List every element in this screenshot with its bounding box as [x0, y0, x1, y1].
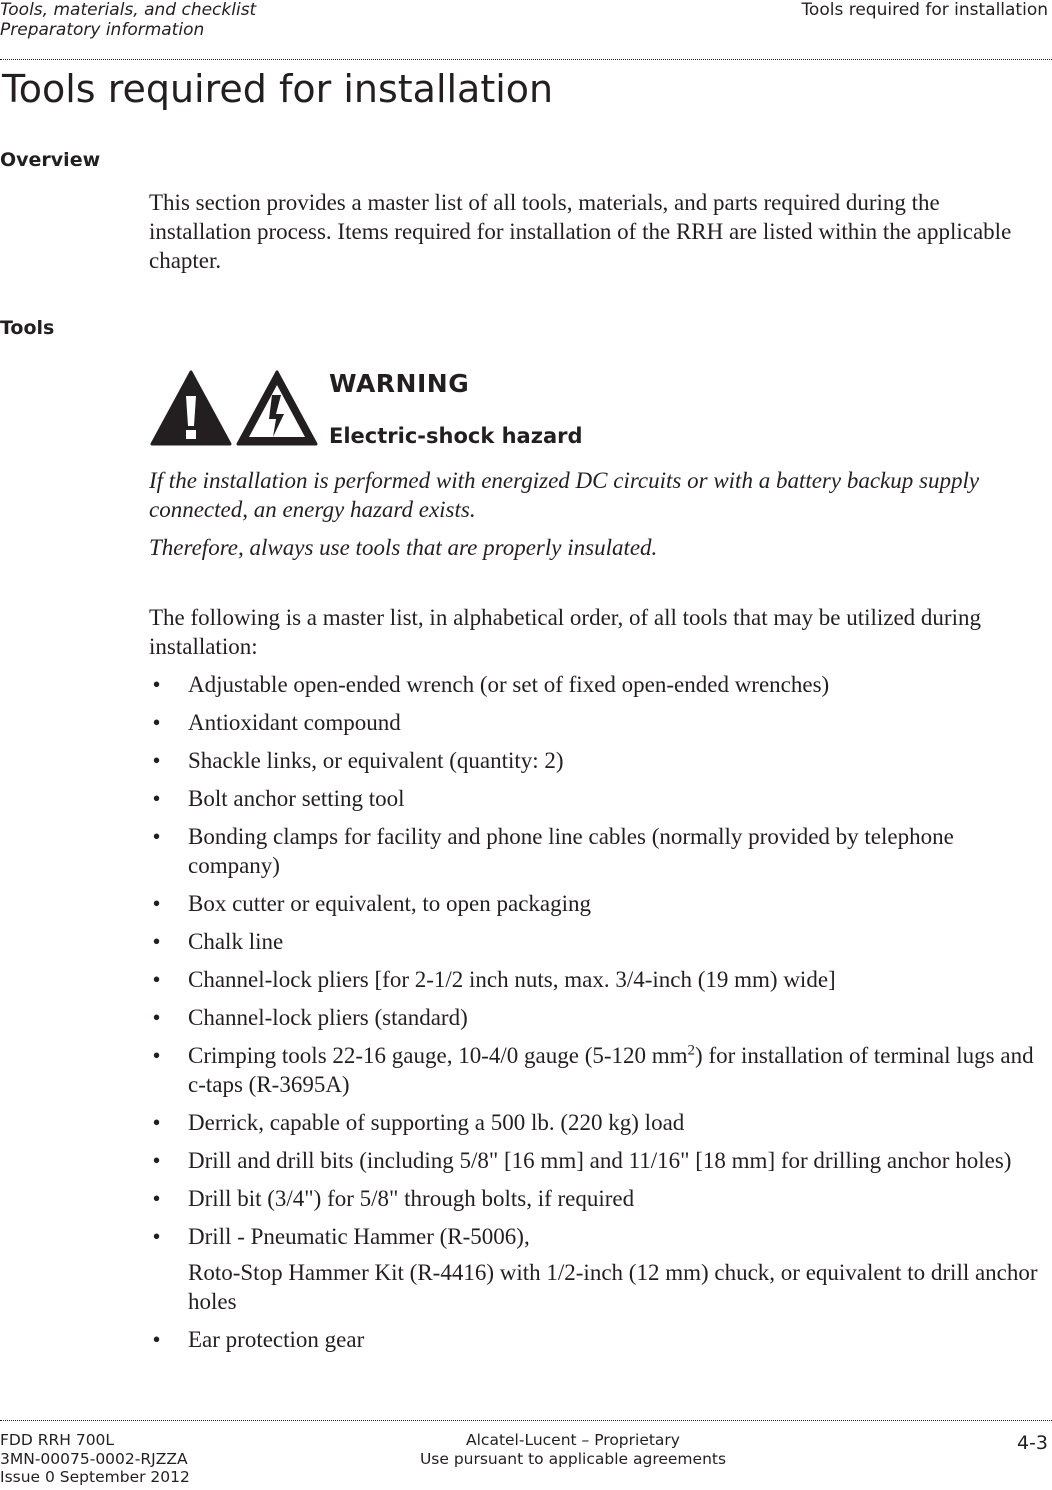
tools-list-section [149, 603, 1039, 1363]
bullet: • [152, 891, 161, 916]
bullet: • [152, 748, 161, 773]
bullet: • [152, 1043, 161, 1068]
list-item: • Channel-lock pliers [for 2-1/2 inch nuts, max. 3/4-inch (19 mm) wide] [149, 965, 1039, 994]
list-item: • Antioxidant compound [149, 708, 1039, 737]
list-item: • Drill - Pneumatic Hammer (R-5006), Roto-Stop Hammer Kit (R-4416) with 1/2-inch (12 mm) chuck, or equivalent to drill anchor holes [149, 1222, 1039, 1316]
header-chapter: Tools, materials, and checklist [0, 0, 257, 20]
overview-text: This section provides a master list of all tools, materials, and parts required during the installation process. Items required for installation of the RRH are listed within the applicable chapter. [149, 190, 1012, 273]
footer-proprietary [383, 1431, 763, 1468]
warning-symbols [150, 370, 320, 446]
footer-issue: Issue 0 September 2012 [0, 1468, 190, 1486]
list-item: • Box cutter or equivalent, to open packaging [149, 889, 1039, 918]
bullet: • [152, 672, 161, 697]
list-item: • Channel-lock pliers (standard) [149, 1003, 1039, 1032]
footer-document-info [0, 1431, 190, 1487]
tools-heading: Tools [0, 317, 55, 339]
list-item: • Bonding clamps for facility and phone line cables (normally provided by telephone company) [149, 822, 1039, 880]
page-title: Tools required for installation [2, 67, 554, 111]
list-item: • Derrick, capable of supporting a 500 lb. (220 kg) load [149, 1108, 1039, 1137]
warning-subtitle: Electric-shock hazard [329, 424, 583, 448]
bullet: • [152, 786, 161, 811]
footer-product: FDD RRH 700L [0, 1431, 115, 1449]
warning-title: WARNING [329, 369, 470, 398]
bullet: • [152, 929, 161, 954]
list-item: • Shackle links, or equivalent (quantity: 2) [149, 746, 1039, 775]
list-item: • Ear protection gear [149, 1325, 1039, 1354]
warning-text [149, 466, 1039, 562]
lightning-triangle-icon [238, 372, 316, 444]
bullet: • [152, 710, 161, 735]
overview-heading: Overview [0, 149, 101, 171]
bullet: • [152, 824, 161, 849]
bullet: • [152, 967, 161, 992]
bullet: • [152, 1148, 161, 1173]
running-header-right: Tools required for installation [801, 0, 1048, 20]
exclamation-triangle-icon [152, 372, 230, 444]
footer-divider [0, 1420, 1052, 1421]
tools-intro: The following is a master list, in alphabetical order, of all tools that may be utilized during installation: [149, 605, 981, 659]
list-item: • Bolt anchor setting tool [149, 784, 1039, 813]
footer-proprietary-title: Alcatel-Lucent – Proprietary [466, 1431, 680, 1449]
list-item: • Drill bit (3/4") for 5/8" through bolts, if required [149, 1184, 1039, 1213]
bullet: • [152, 1005, 161, 1030]
bullet: • [152, 1110, 161, 1135]
warning-text-1: If the installation is performed with energized DC circuits or with a battery backup supply connected, an energy hazard exists. [149, 468, 980, 522]
list-item: • Crimping tools 22-16 gauge, 10-4/0 gauge (5-120 $mm^2$) for installation of terminal lugs and c-taps (R-3695A) [149, 1041, 1039, 1099]
tools-list [149, 670, 1039, 1354]
bullet: • [152, 1224, 161, 1249]
bullet: • [152, 1327, 161, 1352]
warning-text-2: Therefore, always use tools that are properly insulated. [149, 535, 658, 560]
overview-body [149, 188, 1039, 275]
list-item: • Adjustable open-ended wrench (or set of fixed open-ended wrenches) [149, 670, 1039, 699]
running-header-left [0, 0, 256, 40]
list-item: • Drill and drill bits (including 5/8" [16 mm] and 11/16" [18 mm] for drilling anchor holes) [149, 1146, 1039, 1175]
footer-doc-number: 3MN-00075-0002-RJZZA [0, 1449, 188, 1468]
header-divider [0, 59, 1052, 60]
footer-proprietary-note: Use pursuant to applicable agreements [419, 1449, 727, 1468]
warning-icons [150, 370, 320, 446]
page-number: 4-3 [1016, 1432, 1048, 1454]
bullet: • [152, 1186, 161, 1211]
list-item: • Chalk line [149, 927, 1039, 956]
header-section: Preparatory information [0, 20, 205, 40]
